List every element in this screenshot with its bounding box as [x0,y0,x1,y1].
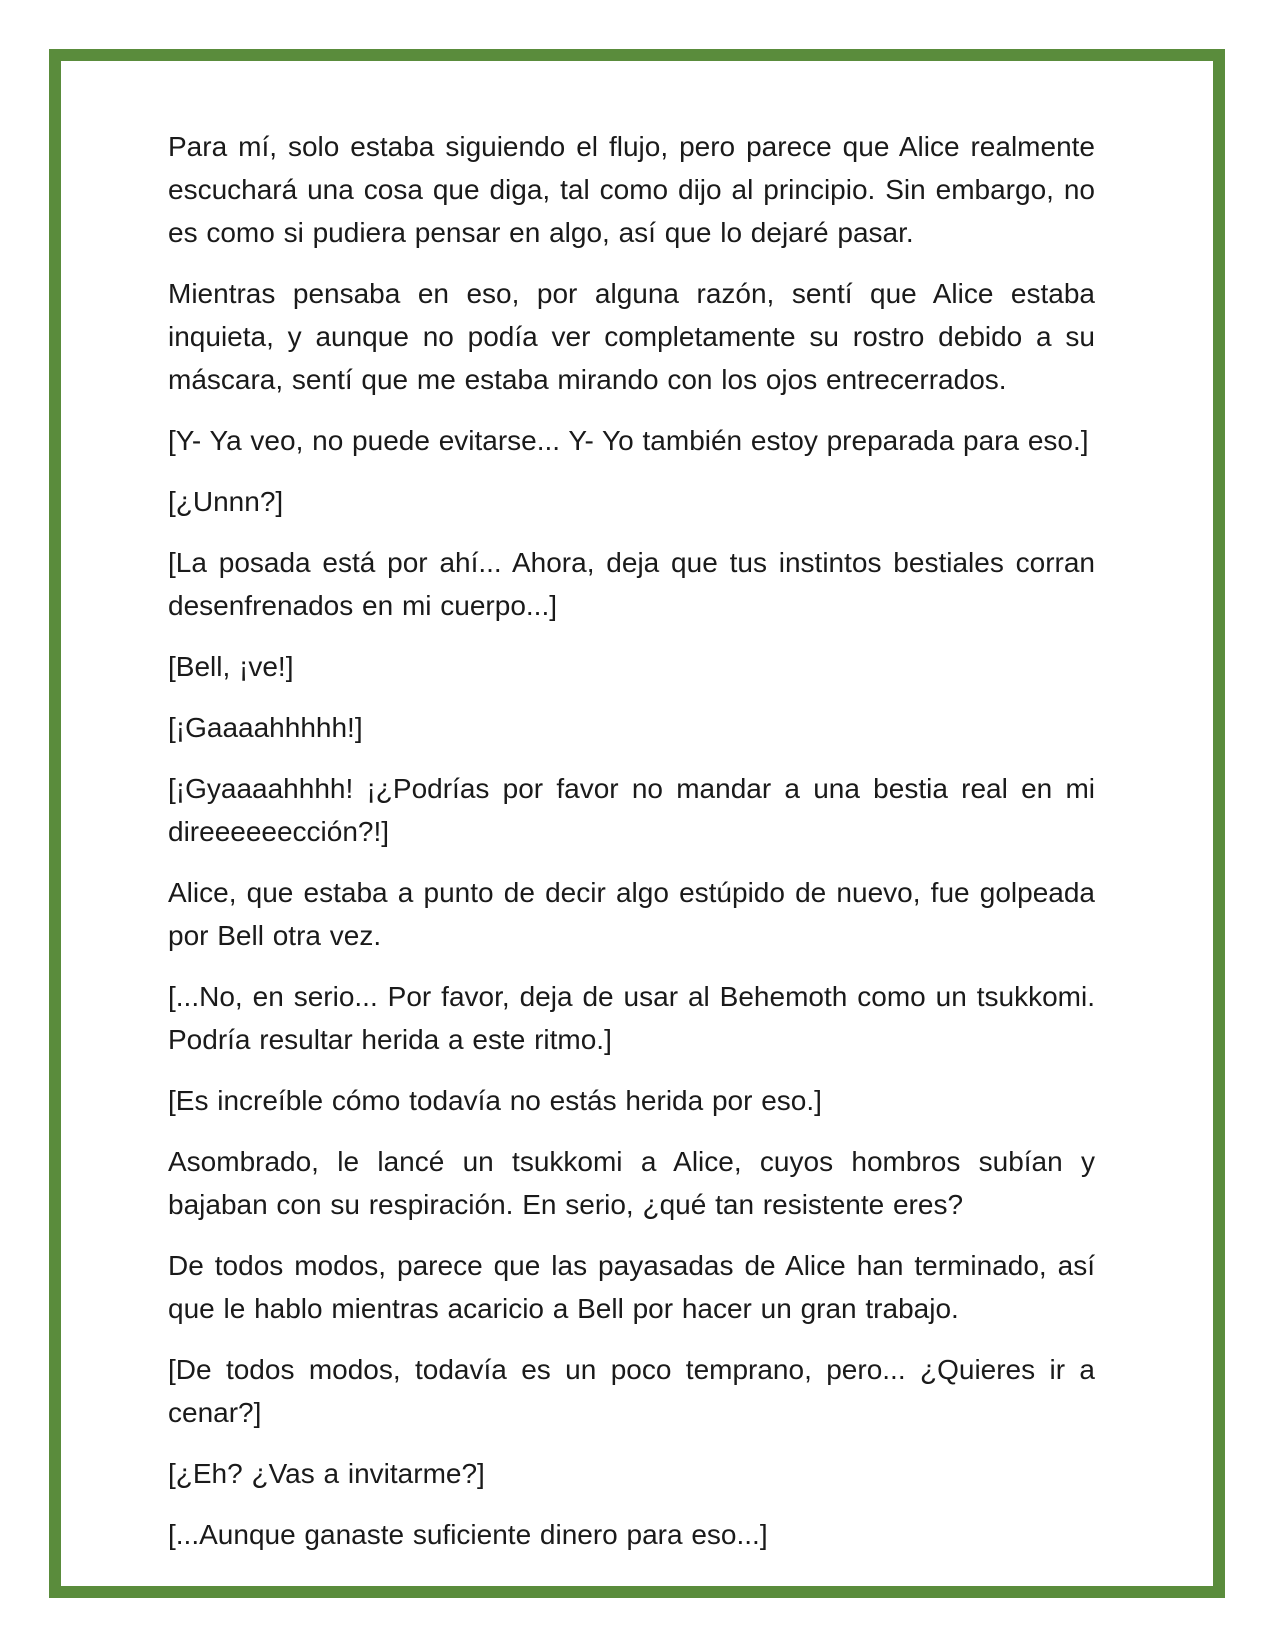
paragraph: Mientras pensaba en eso, por alguna razón, sentí que Alice estaba inquieta, y aunque no podía ver completamente su rostro debido a su máscara, sentí que me estaba mirando con los ojos entrecerrados. [168,278,1095,395]
paragraph: De todos modos, parece que las payasadas de Alice han terminado, así que le hablo mientras acaricio a Bell por hacer un gran trabajo. [168,1250,1095,1324]
paragraph: [Es increíble cómo todavía no estás herida por eso.] [168,1085,822,1116]
paragraph: [¡Gyaaaahhhh! ¡¿Podrías por favor no mandar a una bestia real en mi direeeeeección?!] [168,773,1095,847]
paragraph: [¿Eh? ¿Vas a invitarme?] [168,1458,485,1489]
paragraph: [¡Gaaaahhhhh!] [168,712,363,743]
paragraph: [De todos modos, todavía es un poco temprano, pero... ¿Quieres ir a cenar?] [168,1354,1095,1428]
paragraph: Alice, que estaba a punto de decir algo estúpido de nuevo, fue golpeada por Bell otra vez. [168,877,1095,951]
paragraph: [¿Unnn?] [168,486,284,517]
paragraph: [...No, en serio... Por favor, deja de usar al Behemoth como un tsukkomi. Podría resultar herida a este ritmo.] [168,981,1095,1055]
paragraph: [Y- Ya veo, no puede evitarse... Y- Yo también estoy preparada para eso.] [168,425,1089,456]
paragraph: Asombrado, le lancé un tsukkomi a Alice, cuyos hombros subían y bajaban con su respiración. En serio, ¿qué tan resistente eres? [168,1146,1095,1220]
document-body [61,61,1213,1598]
paragraph: [La posada está por ahí... Ahora, deja que tus instintos bestiales corran desenfrenados en mi cuerpo...] [168,547,1095,621]
paragraph: [Bell, ¡ve!] [168,651,294,682]
paragraph: [...Aunque ganaste suficiente dinero para eso...] [168,1519,768,1550]
page-border-frame [49,49,1225,1598]
paragraph: Para mí, solo estaba siguiendo el flujo, pero parece que Alice realmente escuchará una cosa que diga, tal como dijo al principio. Sin embargo, no es como si pudiera pensar en algo, así que lo dejaré pasar. [168,131,1095,248]
